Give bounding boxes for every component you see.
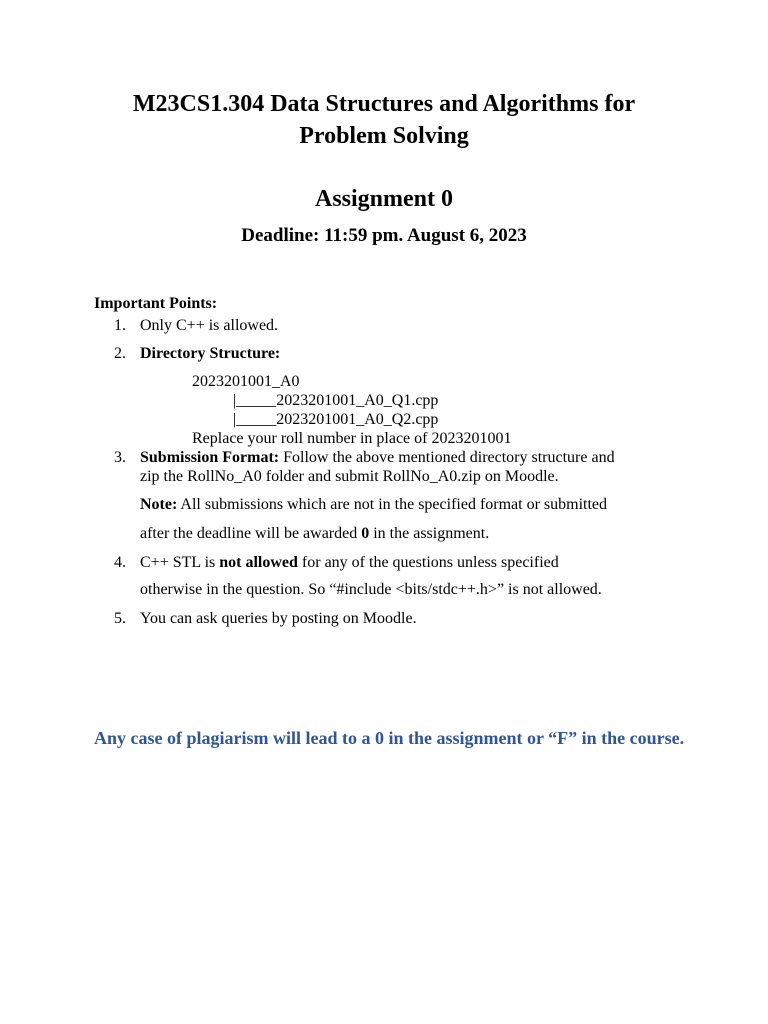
directory-file-q1: |_____2023201001_A0_Q1.cpp	[233, 392, 439, 409]
note-text2b: in the assignment.	[369, 525, 490, 542]
submission-format-text1: Follow the above mentioned directory structure and	[279, 449, 615, 466]
stl-text1a: C++ STL is	[140, 554, 220, 571]
roll-number-note: Replace your roll number in place of 2023201001	[192, 430, 512, 447]
note-bold-zero: 0	[361, 525, 370, 542]
note-line1	[140, 496, 607, 514]
stl-not-allowed: not allowed	[219, 554, 298, 571]
list-number: 2.	[114, 345, 126, 362]
list-number: 5.	[114, 610, 126, 627]
course-title-line1: M23CS1.304 Data Structures and Algorithms for	[132, 91, 636, 117]
list-number: 4.	[114, 554, 126, 571]
submission-format-line2: zip the RollNo_A0 folder and submit RollNo_A0.zip on Moodle.	[140, 468, 559, 485]
list-item-text: You can ask queries by posting on Moodle.	[140, 610, 417, 627]
plagiarism-notice: Any case of plagiarism will lead to a 0 in the assignment or “F” in the course.	[94, 728, 685, 748]
assignment-title: Assignment 0	[314, 186, 453, 212]
stl-text1b: for any of the questions unless specified	[297, 554, 559, 571]
list-item-text: Only C++ is allowed.	[140, 317, 279, 334]
note-text1: All submissions which are not in the specified format or submitted	[177, 496, 608, 513]
list-number: 1.	[114, 317, 126, 334]
note-label: Note:	[140, 496, 178, 513]
course-title-line2: Problem Solving	[299, 123, 469, 149]
stl-line2: otherwise in the question. So “#include <bits/stdc++.h>” is not allowed.	[140, 581, 602, 598]
note-text2a: after the deadline will be awarded	[140, 525, 362, 542]
submission-format-line1	[140, 449, 615, 467]
important-points-heading: Important Points:	[94, 295, 218, 312]
list-number: 3.	[114, 449, 126, 466]
directory-file-q2: |_____2023201001_A0_Q2.cpp	[233, 411, 439, 428]
deadline: Deadline: 11:59 pm. August 6, 2023	[241, 225, 527, 246]
submission-format-label: Submission Format:	[140, 449, 280, 466]
directory-structure-label: Directory Structure:	[140, 345, 281, 362]
stl-line1	[140, 554, 559, 572]
note-line2	[140, 525, 489, 543]
directory-root: 2023201001_A0	[192, 373, 300, 390]
